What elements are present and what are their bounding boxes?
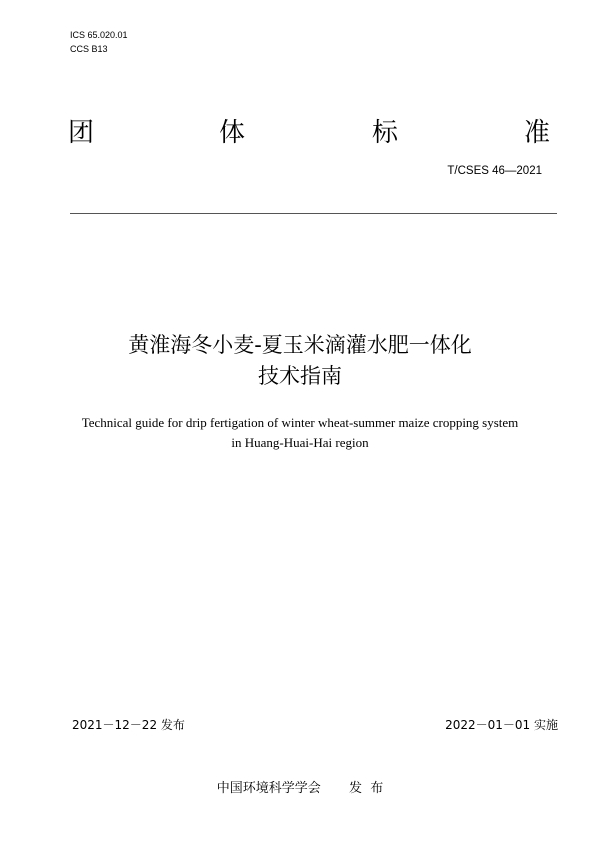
title-zh <box>0 330 600 392</box>
title-zh-line1: 黄淮海冬小麦-夏玉米滴灌水肥一体化 <box>128 333 472 357</box>
header-divider <box>70 213 557 214</box>
issue-date: 2021－12－22 发布 <box>72 718 185 732</box>
title-en-line2: in Huang-Huai-Hai region <box>231 435 369 450</box>
publisher-line <box>0 777 600 796</box>
title-en-line1: Technical guide for drip fertigation of winter wheat-summer maize cropping system <box>81 415 519 430</box>
implement-date: 2022－01－01 实施 <box>445 718 558 732</box>
category-char-4: 准 <box>524 118 551 148</box>
publisher-name: 中国环境科学学会 <box>216 781 321 796</box>
category-char-3: 标 <box>372 118 399 148</box>
title-en <box>0 413 600 453</box>
ccs-code: CCS B13 <box>70 44 108 54</box>
title-zh-line2: 技术指南 <box>258 364 342 388</box>
publish-label: 发 布 <box>349 781 384 796</box>
category-char-1: 团 <box>68 118 95 148</box>
standard-number: T/CSES 46—2021 <box>447 165 542 177</box>
category-char-2: 体 <box>219 118 246 148</box>
ics-code: ICS 65.020.01 <box>70 30 128 40</box>
classification-codes <box>70 28 128 56</box>
